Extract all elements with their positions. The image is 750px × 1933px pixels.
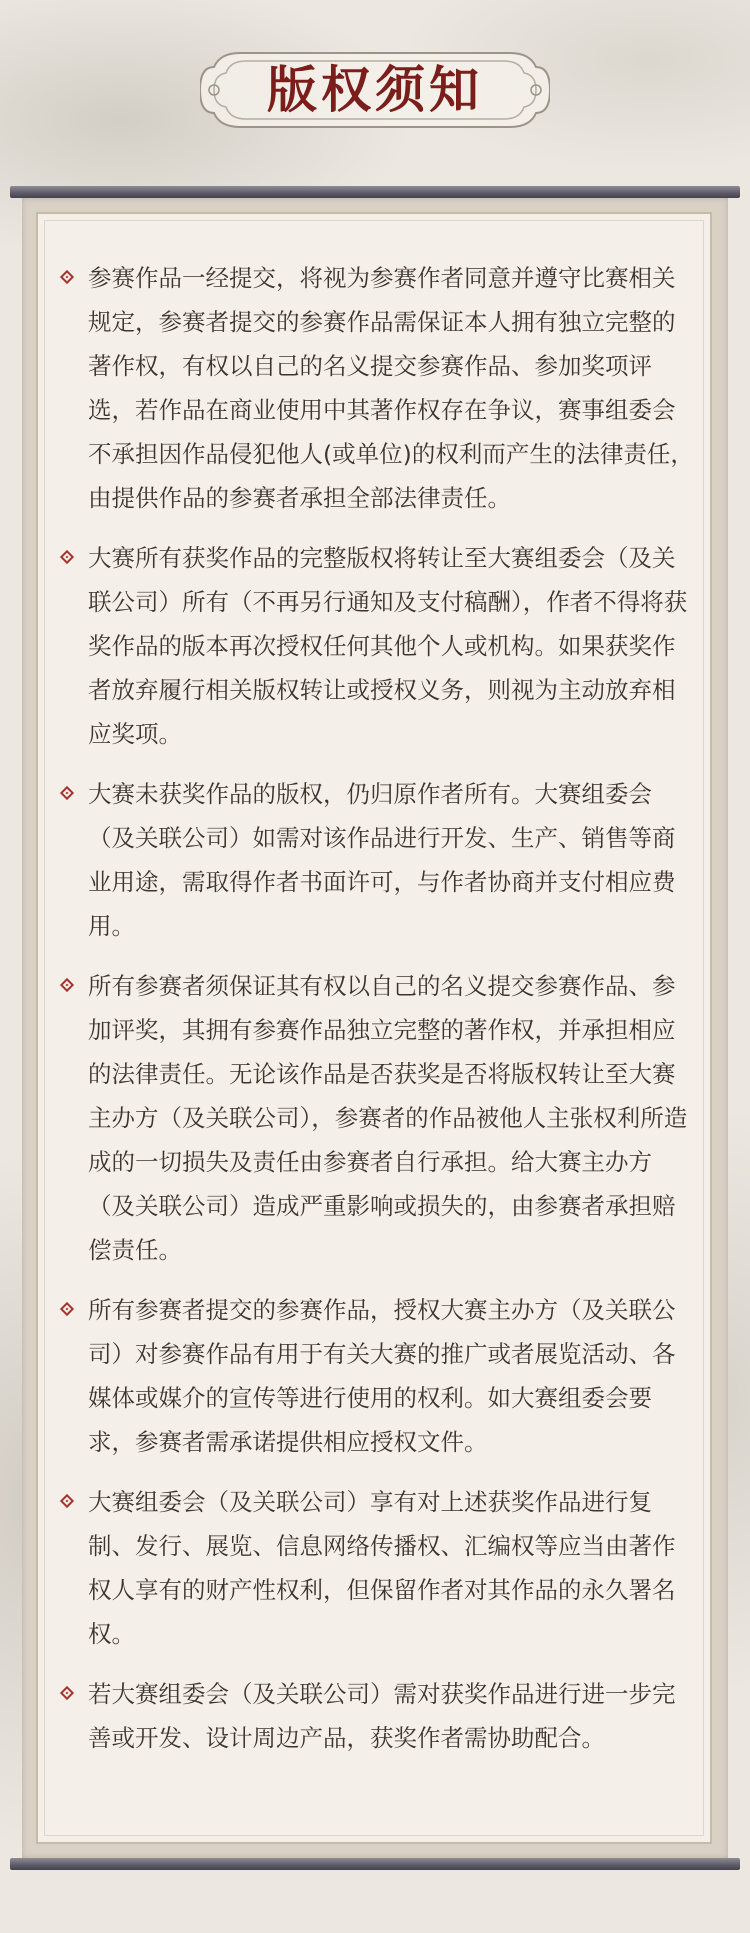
diamond-bullet-icon xyxy=(60,786,74,800)
diamond-bullet-icon xyxy=(60,1494,74,1508)
title-cartouche xyxy=(200,45,550,135)
notice-item xyxy=(58,772,698,948)
notice-item xyxy=(58,1288,698,1464)
notice-item xyxy=(58,1480,698,1656)
notice-item-text: 大赛组委会（及关联公司）享有对上述获奖作品进行复制、发行、展览、信息网络传播权、汇编权等应当由著作权人享有的财产性权利，但保留作者对其作品的永久署名权。 xyxy=(88,1488,676,1648)
notice-item-text: 大赛所有获奖作品的完整版权将转让至大赛组委会（及关联公司）所有（不再另行通知及支付稿酬），作者不得将获奖作品的版本再次授权任何其他个人或机构。如果获奖作者放弃履行相关版权转让或授权义务，则视为主动放弃相应奖项。 xyxy=(88,544,688,748)
page-title: 版权须知 xyxy=(267,60,483,119)
notice-item-text: 大赛未获奖作品的版权，仍归原作者所有。大赛组委会（及关联公司）如需对该作品进行开发、生产、销售等商业用途，需取得作者书面许可，与作者协商并支付相应费用。 xyxy=(88,780,676,940)
diamond-bullet-icon xyxy=(60,270,74,284)
notice-item xyxy=(58,536,698,756)
notice-item-text: 所有参赛者提交的参赛作品，授权大赛主办方（及关联公司）对参赛作品有用于有关大赛的推广或者展览活动、各媒体或媒介的宣传等进行使用的权利。如大赛组委会要求，参赛者需承诺提供相应授权文件。 xyxy=(88,1296,676,1456)
notice-item-text: 所有参赛者须保证其有权以自己的名义提交参赛作品、参加评奖，其拥有参赛作品独立完整的著作权，并承担相应的法律责任。无论该作品是否获奖是否将版权转让至大赛主办方（及关联公司），参赛者的作品被他人主张权利所造成的一切损失及责任由参赛者自行承担。给大赛主办方（及关联公司）造成严重影响或损失的，由参赛者承担赔偿责任。 xyxy=(88,972,688,1264)
notice-item-text: 若大赛组委会（及关联公司）需对获奖作品进行进一步完善或开发、设计周边产品，获奖作者需协助配合。 xyxy=(88,1680,676,1752)
diamond-bullet-icon xyxy=(60,1302,74,1316)
notice-item xyxy=(58,964,698,1272)
notice-item xyxy=(58,256,698,520)
scroll-top-rod xyxy=(10,186,740,198)
diamond-bullet-icon xyxy=(60,978,74,992)
diamond-bullet-icon xyxy=(60,1686,74,1700)
notice-item-text: 参赛作品一经提交，将视为参赛作者同意并遵守比赛相关规定，参赛者提交的参赛作品需保证本人拥有独立完整的著作权，有权以自己的名义提交参赛作品、参加奖项评选，若作品在商业使用中其著作权存在争议，赛事组委会不承担因作品侵犯他人(或单位)的权利而产生的法律责任，由提供作品的参赛者承担全部法律责任。 xyxy=(88,264,694,512)
notice-list xyxy=(58,256,698,1776)
scroll-bottom-rod xyxy=(10,1858,740,1870)
diamond-bullet-icon xyxy=(60,550,74,564)
notice-item xyxy=(58,1672,698,1760)
